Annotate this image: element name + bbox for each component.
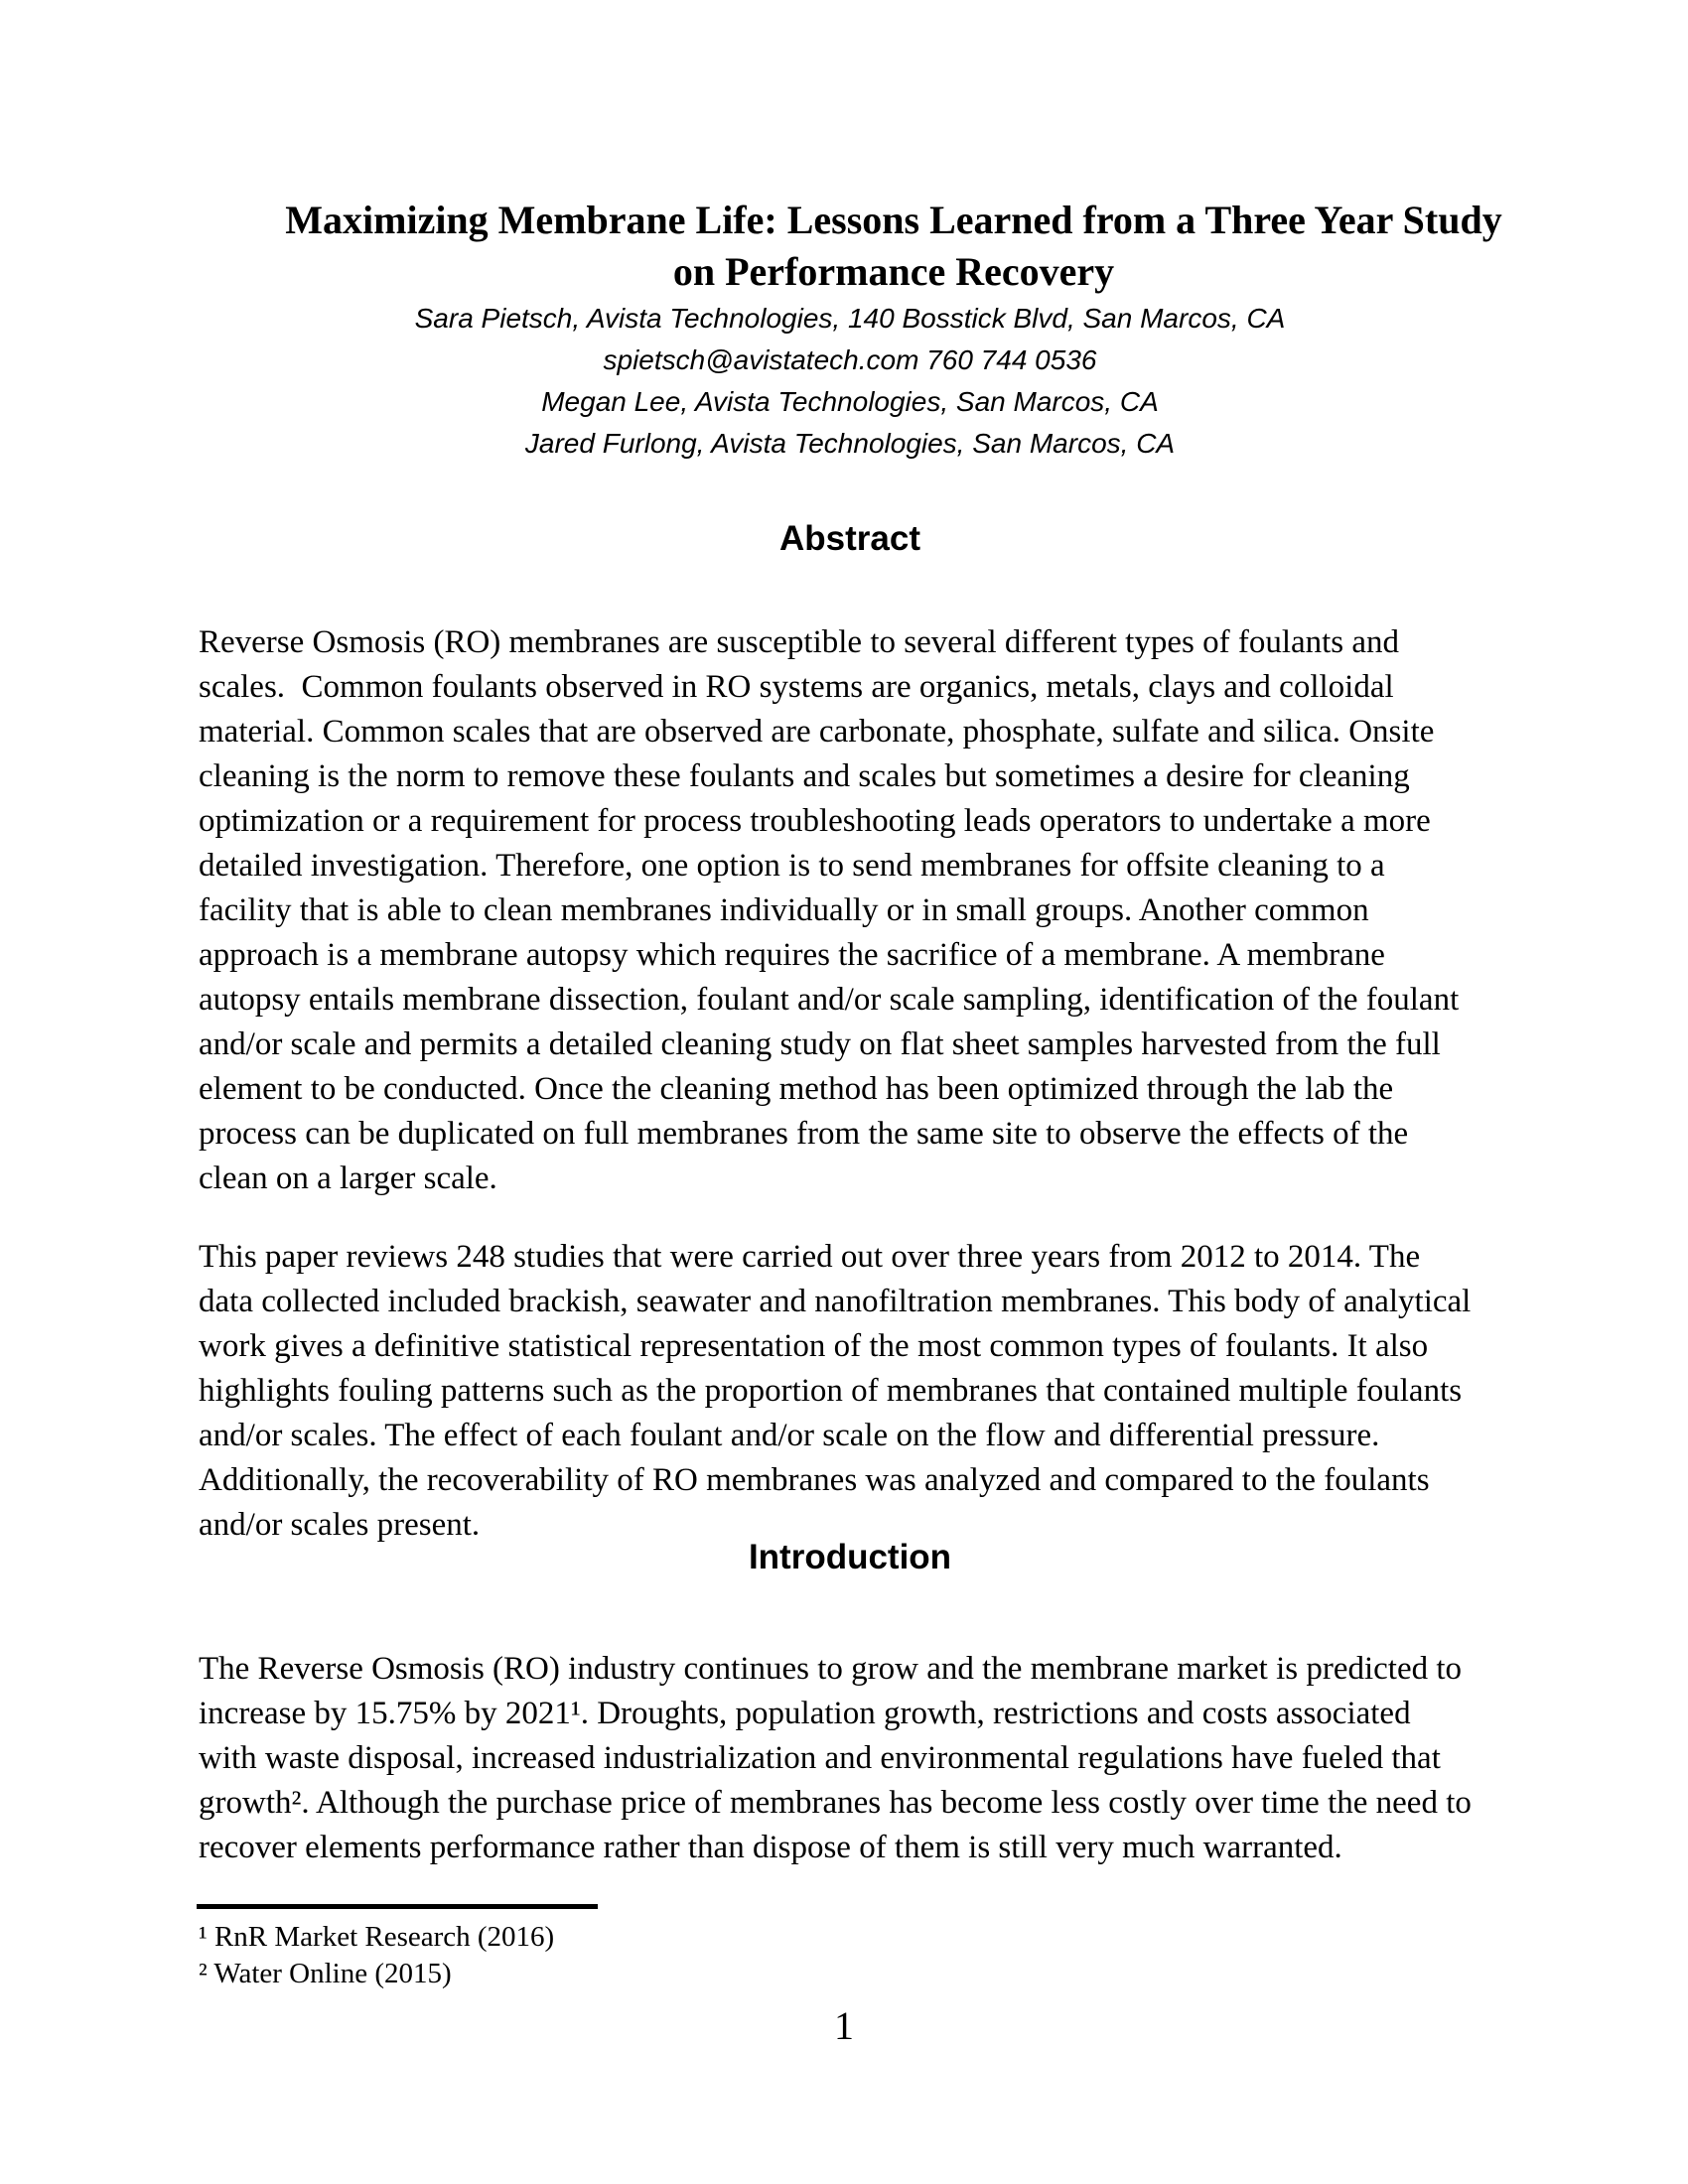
text-line: increase by 15.75% by 2021¹. Droughts, population growth, restrictions and costs associated (199, 1696, 1411, 1731)
text-line: and/or scales. The effect of each foulant and/or scale on the flow and differential pressure. (199, 1418, 1380, 1453)
text-line: detailed investigation. Therefore, one option is to send membranes for offsite cleaning to a (199, 848, 1385, 884)
text-line: Sara Pietsch, Avista Technologies, 140 Bosstick Blvd, San Marcos, CA (414, 303, 1286, 334)
text-line: Maximizing Membrane Life: Lessons Learned from a Three Year Study (285, 198, 1502, 242)
text-line: and/or scale and permits a detailed cleaning study on flat sheet samples harvested from the full (199, 1026, 1441, 1062)
text-line: clean on a larger scale. (199, 1160, 497, 1196)
footnotes (199, 1919, 554, 1992)
text-line: data collected included brackish, seawater and nanofiltration membranes. This body of analytical (199, 1284, 1472, 1319)
text-line: material. Common scales that are observed are carbonate, phosphate, sulfate and silica. Onsite (199, 714, 1435, 750)
text-line: growth². Although the purchase price of membranes has become less costly over time the need to (199, 1785, 1472, 1821)
text-line: on Performance Recovery (672, 249, 1115, 294)
text-line: facility that is able to clean membranes individually or in small groups. Another common (199, 892, 1369, 928)
text-line: element to be conducted. Once the cleaning method has been optimized through the lab the (199, 1071, 1394, 1107)
text-line: and/or scales present. (199, 1507, 481, 1543)
text-line: ¹ RnR Market Research (2016) (199, 1921, 555, 1953)
abstract-heading: Abstract (779, 519, 920, 558)
introduction-paragraph-1 (199, 1647, 1472, 1870)
text-line: scales. Common foulants observed in RO systems are organics, metals, clays and colloidal (199, 669, 1394, 705)
text-line: This paper reviews 248 studies that were carried out over three years from 2012 to 2014. The (199, 1239, 1421, 1275)
page-number: 1 (834, 2003, 854, 2048)
text-line: with waste disposal, increased industrialization and environmental regulations have fueled that (199, 1740, 1441, 1776)
abstract-paragraph-2 (199, 1235, 1471, 1548)
abstract-paragraph-1 (199, 620, 1459, 1201)
footnote-separator-rule (197, 1904, 598, 1909)
text-line: ² Water Online (2015) (199, 1958, 452, 1989)
paper-title (99, 195, 1688, 298)
text-line: optimization or a requirement for process troubleshooting leads operators to undertake a more (199, 803, 1431, 839)
text-line: autopsy entails membrane dissection, foulant and/or scale sampling, identification of the foulant (199, 982, 1460, 1018)
text-line: highlights fouling patterns such as the proportion of membranes that contained multiple foulants (199, 1373, 1463, 1409)
introduction-heading: Introduction (748, 1538, 952, 1576)
text-line: Additionally, the recoverability of RO membranes was analyzed and compared to the foulants (199, 1462, 1430, 1498)
text-line: Reverse Osmosis (RO) membranes are susceptible to several different types of foulants and (199, 624, 1400, 660)
text-line: spietsch@avistatech.com 760 744 0536 (603, 344, 1097, 375)
text-line: work gives a definitive statistical representation of the most common types of foulants. It also (199, 1328, 1429, 1364)
text-line: cleaning is the norm to remove these foulants and scales but sometimes a desire for cleaning (199, 758, 1410, 794)
text-line: approach is a membrane autopsy which requires the sacrifice of a membrane. A membrane (199, 937, 1385, 973)
text-line: Jared Furlong, Avista Technologies, San Marcos, CA (524, 428, 1176, 459)
text-line: recover elements performance rather than dispose of them is still very much warranted. (199, 1830, 1342, 1865)
text-line: process can be duplicated on full membranes from the same site to observe the effects of the (199, 1116, 1409, 1152)
author-block (6, 298, 1688, 465)
text-line: Megan Lee, Avista Technologies, San Marcos, CA (541, 386, 1159, 417)
text-line: The Reverse Osmosis (RO) industry continues to grow and the membrane market is predicted to (199, 1651, 1463, 1687)
